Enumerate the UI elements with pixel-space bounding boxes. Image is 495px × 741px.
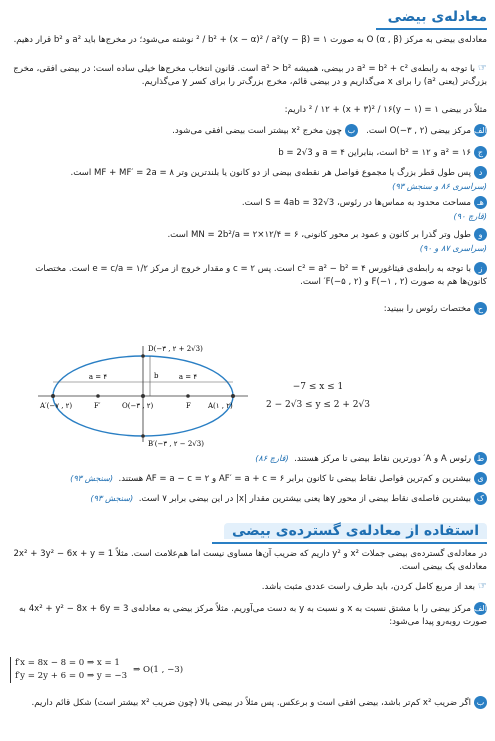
item-vav: وطول وتر گذرا بر کانون و عمود بر محور کانونی، MN = 2b²/a = ۲×۱۲/۴ = ۶ است. (سراسری ۸۷ و ۹۰) — [167, 230, 487, 253]
intro-paragraph: معادله‌ی بیضی به مرکز O (α , β) به صورت ۱ = (y − β)² / b² + (x − α)² / a² نوشته می‌شود؛ در مخرج‌ها باید a² و b² قرار دهیم. — [13, 35, 487, 45]
badge-icon: ب — [345, 124, 358, 137]
focus-left-label: F′ — [94, 402, 101, 410]
badge-icon: ی — [474, 472, 487, 485]
vertex-a — [231, 394, 235, 398]
badge-icon: ب — [474, 696, 487, 709]
item-jim: جa² = ۱۶ و b² = ۱۲ است، بنابراین a = ۴ و b = 2√3 — [8, 146, 487, 160]
citation: (سنجش ۹۳) — [90, 493, 134, 503]
item-ze: زبا توجه به رابطه‌ی فیثاغورس c² = a² − b² = ۴ است. پس c = ۲ و مقدار خروج از مرکز e = c/a = ۱/۲ است. مختصات کانون‌ها هم به صورت (۲ , ۱−)F و (۲ , ۵−)F′ است. — [35, 264, 487, 287]
expanded-intro: در معادله‌ی گسترده‌ی بیضی جملات x² و y² داریم که ضریب آن‌ها مساوی نیست اما هم‌علامت است. مثلاً 2x² + 3y² − 6x + y = 1 معادله‌ی یک بیضی است. — [13, 549, 487, 572]
badge-icon: ج — [474, 146, 487, 159]
item-kaf: کبیشترین فاصله‌ی نقاط بیضی از محور y‌ها یعنی بیشترین مقدار |x| در این بیضی برابر ۷ است. (سنجش ۹۳) — [8, 492, 487, 506]
section-title-expanded-equation: استفاده از معادله‌ی گسترده‌ی بیضی — [212, 520, 487, 544]
pointing-hand-icon: ☞ — [478, 581, 487, 592]
note-paragraph-1: ☞با توجه به رابطه‌ی a² = b² + c² در بیضی، همیشه a² > b² است. قانون انتخاب مخرج‌ها خیلی ساده است: در بیضی افقی، مخرج بزرگ‌تر (یعنی a²) را برای x می‌گذاریم و در بیضی قائم، مخرج بزرگ‌تر را برای کسر y می‌گذاریم. — [13, 63, 487, 87]
x-range: −7 ≤ x ≤ 1 — [292, 382, 344, 392]
badge-icon: ک — [474, 492, 487, 505]
derivative-system — [10, 657, 240, 683]
citation: (سراسری ۸۷ و ۹۰) — [419, 243, 487, 253]
pointing-hand-icon: ☞ — [478, 63, 487, 74]
badge-icon: الف — [474, 604, 487, 613]
citation: (سنجش ۹۳) — [70, 473, 114, 483]
center-result: ⇒ O(1 , −3) — [133, 665, 184, 675]
item-ya: یبیشترین و کم‌ترین فواصل نقاط بیضی تا کانون برابر AF′ = a + c = ۶ و AF = a − c = ۲ هستند. (سنجش ۹۳) — [8, 472, 487, 486]
item-he2: حمختصات رئوس را ببینید: — [8, 302, 487, 316]
center-point — [141, 394, 145, 398]
citation: (قارچ ۸۶) — [255, 453, 289, 463]
center-label: O(−۳ , ۲) — [122, 402, 154, 410]
derivative-x: f′x = 8x − 8 = 0 ⇒ x = 1 — [15, 658, 120, 668]
derivative-y: f′y = 2y + 6 = 0 ⇒ y = −3 — [15, 671, 128, 681]
expanded-note: ☞بعد از مربع کامل کردن، باید طرف راست عددی مثبت باشد. — [261, 581, 487, 592]
b-label: b — [154, 372, 159, 380]
badge-icon: و — [474, 228, 487, 241]
section-title-ellipse-equation: معادله‌ی بیضی — [376, 6, 487, 30]
right-vertex-label: A(۱ , ۲) — [208, 402, 233, 410]
item-ta: طرئوس A و A′ دورترین نقاط بیضی تا مرکز هستند. (قارچ ۸۶) — [8, 452, 487, 466]
top-vertex-label: D(−۳ , ۲ + 2√3) — [148, 345, 203, 353]
badge-icon: ط — [474, 452, 487, 465]
bottom-vertex-label: B′(−۳ , ۲ − 2√3) — [148, 440, 204, 448]
vertex-b-prime — [141, 434, 145, 438]
badge-icon: ز — [474, 262, 487, 275]
y-range: 2 − 2√3 ≤ y ≤ 2 + 2√3 — [266, 400, 370, 410]
vertex-a-prime — [51, 394, 55, 398]
example-lead: مثلاً در بیضی ۱ = (y − ۱)² / ۱۲ + (x + ۳)² / ۱۶ داریم: — [284, 105, 487, 115]
focus-right-label: F — [186, 402, 191, 410]
badge-icon: د — [474, 166, 487, 179]
a-left-label: a = ۴ — [88, 373, 108, 381]
badge-icon: هـ — [474, 196, 487, 209]
focus-right — [186, 394, 190, 398]
citation: (قارچ ۹۰) — [453, 211, 487, 221]
coordinate-ranges — [258, 378, 378, 414]
expanded-item-be: باگر ضریب x² کم‌تر باشد، بیضی افقی است و برعکس. پس مثلاً در بیضی بالا (چون ضریب x² بیشتر است) شکل قائم داریم. — [8, 696, 487, 710]
citation: (سراسری ۸۶ و سنجش ۹۳) — [392, 181, 487, 191]
focus-left — [96, 394, 100, 398]
left-vertex-label: A′(−۷ , ۲) — [40, 402, 73, 410]
a-right-label: a = ۴ — [178, 373, 198, 381]
vertex-d — [141, 354, 145, 358]
badge-icon: الف — [474, 126, 487, 135]
item-dal: دپس طول قطر بزرگ یا مجموع فواصل هر نقطه‌ی بیضی از دو کانون یا بلندترین وتر MF + MF′ = 2a = ۸ است. (سراسری ۸۶ و سنجش ۹۳) — [70, 168, 487, 191]
item-he: هـمساحت محدود به مماس‌ها در رئوس، S = 4ab = 32√3 است. (قارچ ۹۰) — [241, 198, 487, 221]
expanded-item-alef: الفمرکز بیضی را با مشتق نسبت به x و نسبت به y به دست می‌آوریم. مثلاً مرکز بیضی به معادله‌ی 4x² + y² − 8x + 6y = 3 به صورت روبه‌رو پیدا می‌شود: — [18, 604, 487, 627]
item-alef: الفمرکز بیضی (۲ , ۳−)O است. بچون مخرج x² بیشتر است بیضی افقی می‌شود. — [172, 126, 487, 136]
ellipse-diagram — [38, 338, 248, 448]
badge-icon: ح — [474, 302, 487, 315]
